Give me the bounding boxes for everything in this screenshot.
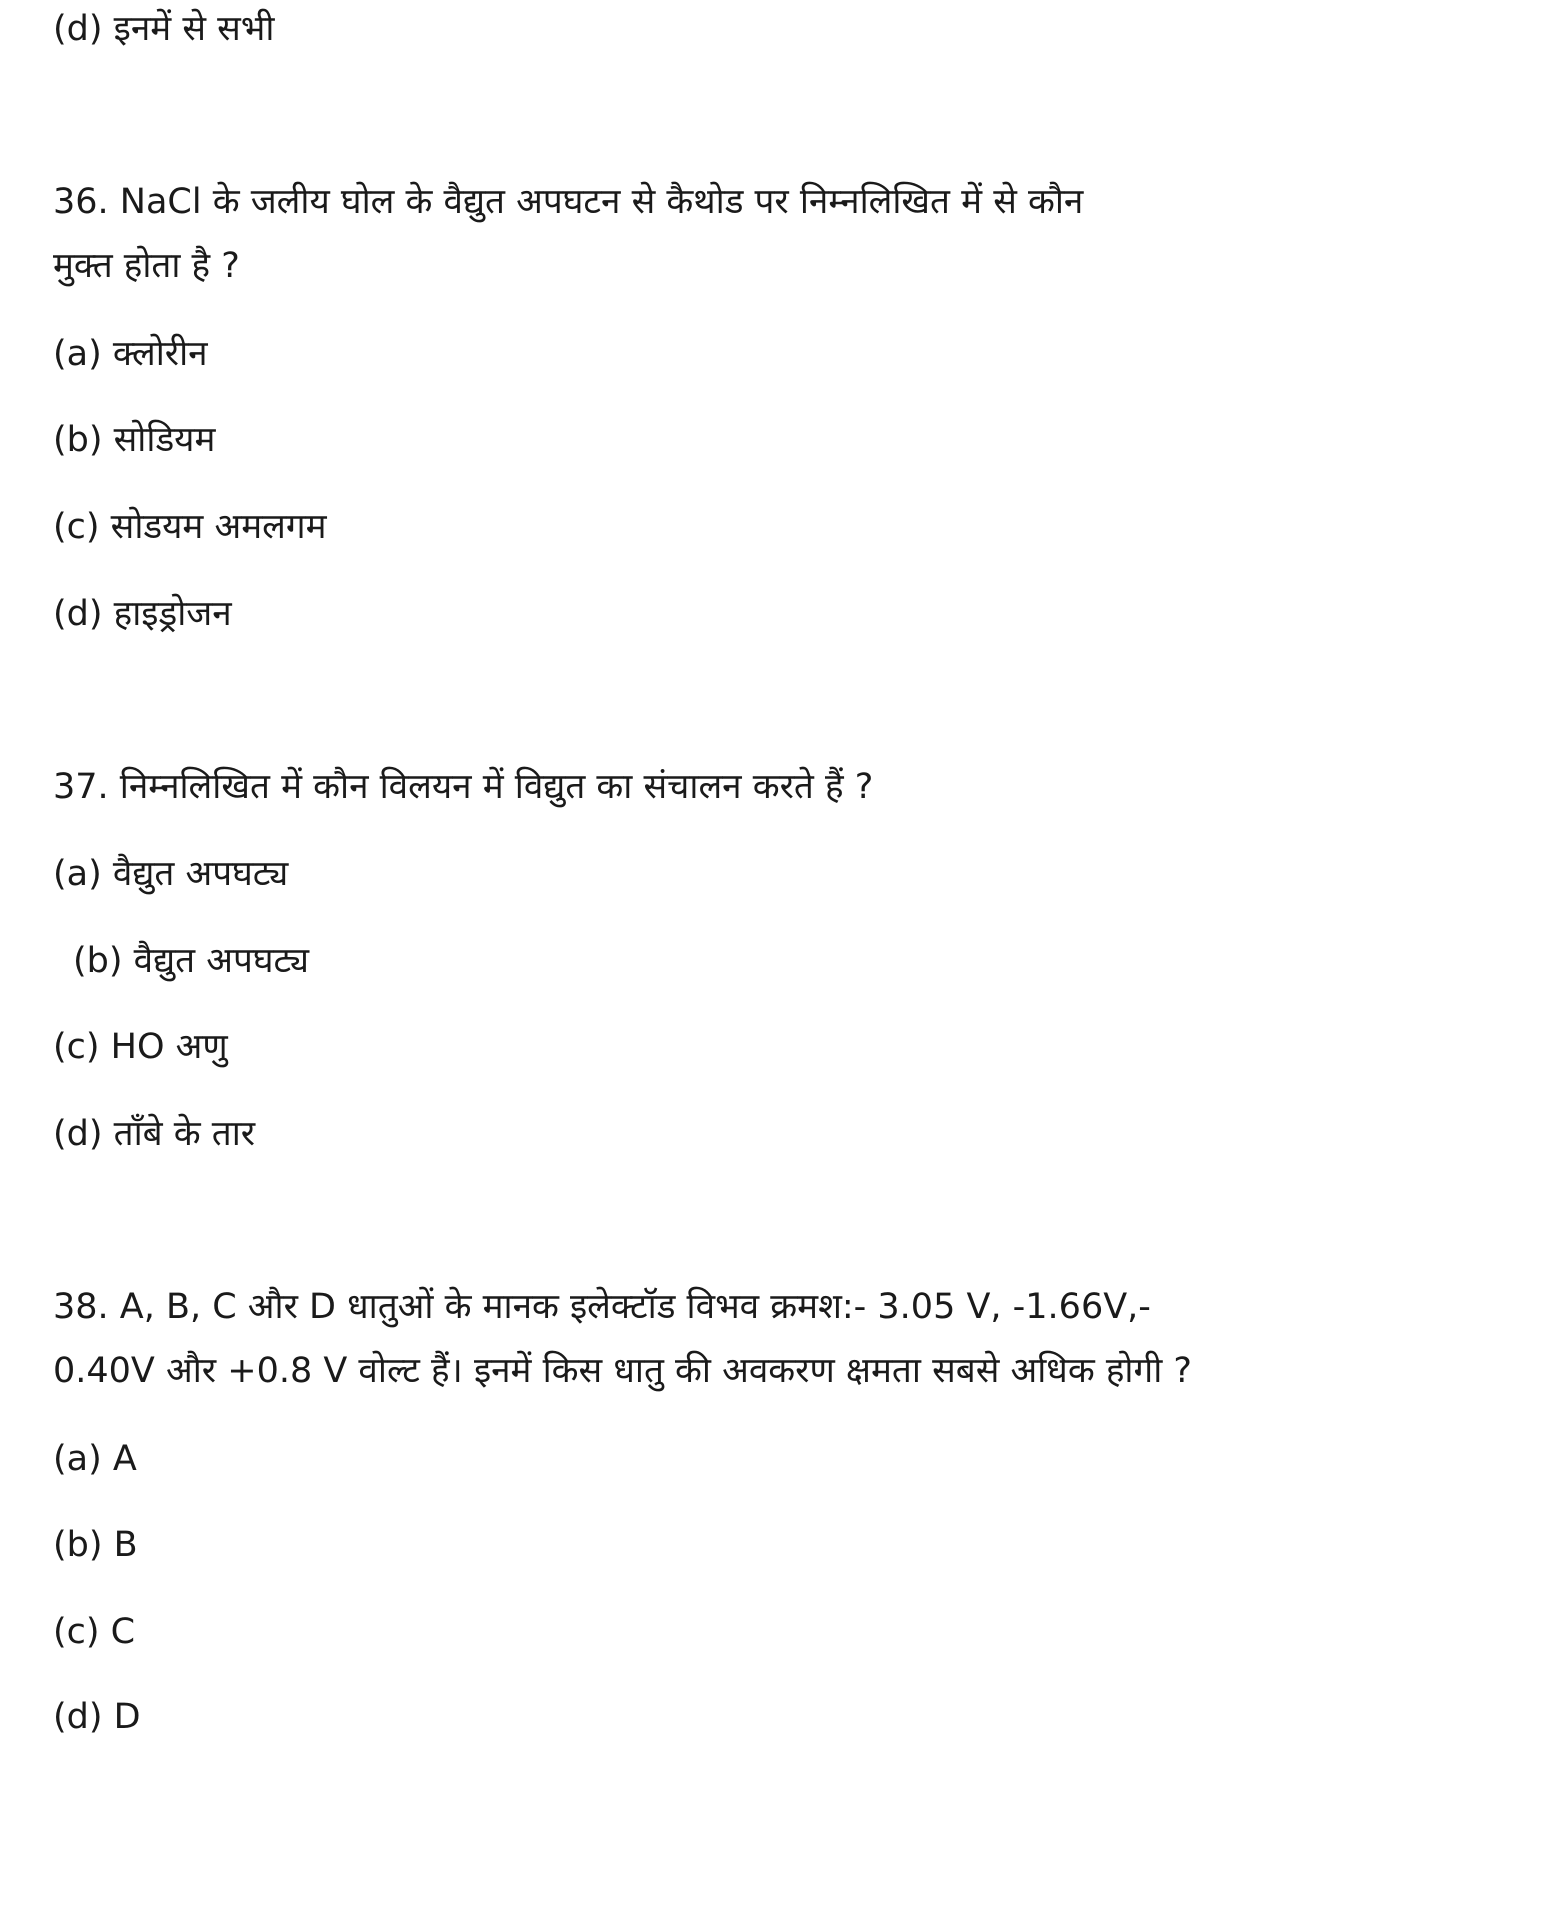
option-b: (b) वैद्युत अपघट्य <box>73 941 310 981</box>
option-a: (a) वैद्युत अपघट्य <box>53 854 289 894</box>
option-a: (a) A <box>53 1439 137 1479</box>
question-text-line: 38. A, B, C और D धातुओं के मानक इलेक्टॉड विभव क्रमश:- 3.05 V, -1.66V,- <box>53 1287 1151 1327</box>
option-b: (b) B <box>53 1525 138 1565</box>
option-c: (c) सोडयम अमलगम <box>53 507 327 547</box>
previous-question-option-d: (d) इनमें से सभी <box>53 9 275 49</box>
option-d: (d) हाइड्रोजन <box>53 594 232 634</box>
question-text-line: 0.40V और +0.8 V वोल्ट हैं। इनमें किस धातु की अवकरण क्षमता सबसे अधिक होगी ? <box>53 1351 1192 1391</box>
question-text-line: 37. निम्नलिखित में कौन विलयन में विद्युत का संचालन करते हैं ? <box>53 767 874 807</box>
option-c: (c) HO अणु <box>53 1027 228 1067</box>
question-text-line: 36. NaCl के जलीय घोल के वैद्युत अपघटन से कैथोड पर निम्नलिखित में से कौन <box>53 182 1084 222</box>
option-b: (b) सोडियम <box>53 420 216 460</box>
option-a: (a) क्लोरीन <box>53 334 208 374</box>
option-d: (d) D <box>53 1697 141 1737</box>
question-text-line: मुक्त होता है ? <box>53 246 240 286</box>
option-d: (d) ताँबे के तार <box>53 1114 256 1154</box>
option-c: (c) C <box>53 1612 136 1652</box>
